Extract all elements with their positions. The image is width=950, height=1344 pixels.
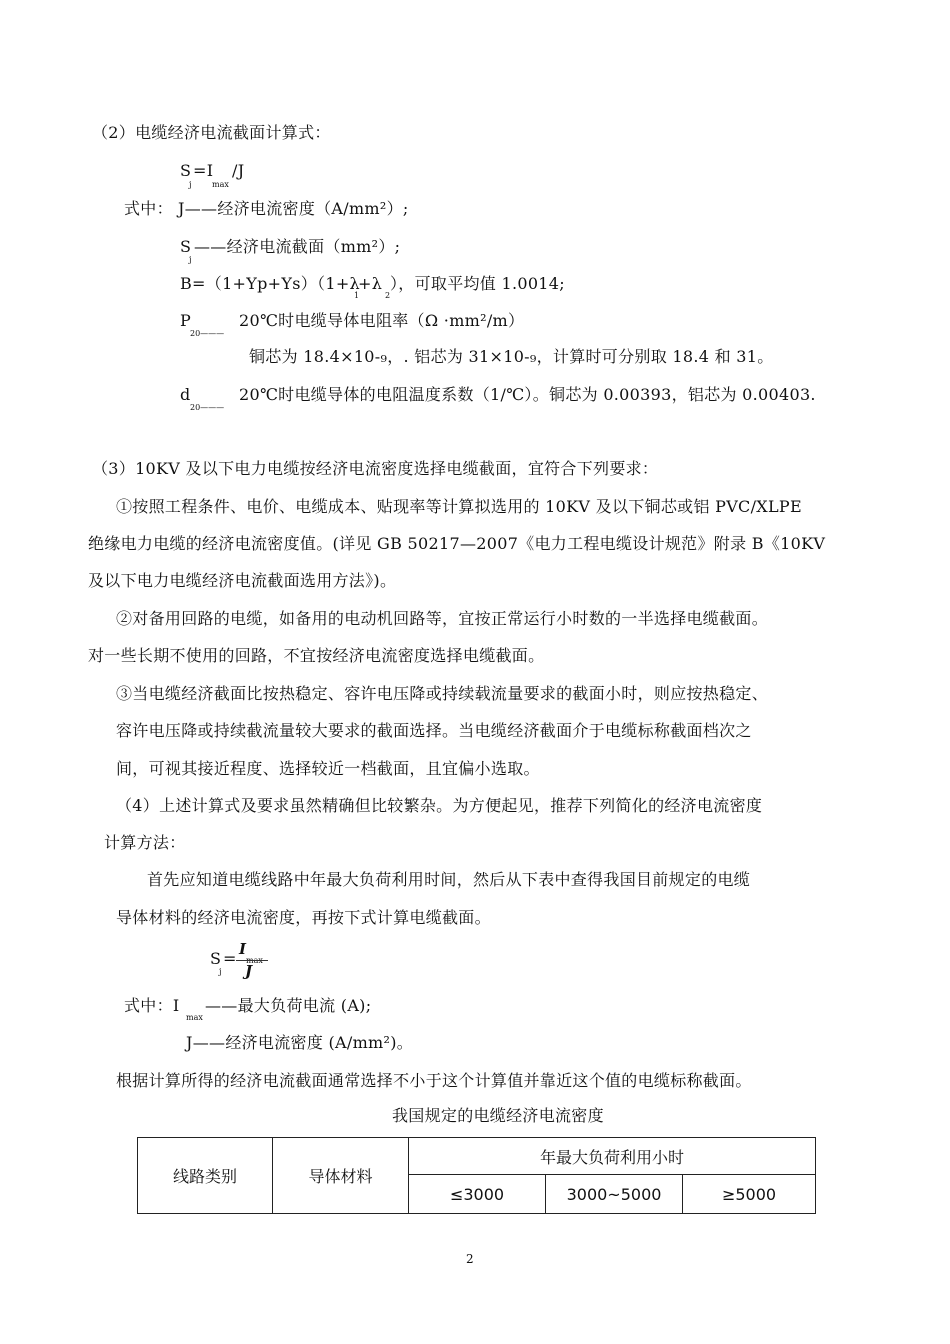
section4-line1: （4）上述计算式及要求虽然精确但比较繁杂。为方便起见，推荐下列简化的经济电流密度 (116, 796, 763, 815)
def-j: J——经济电流密度（A/mm²）; (178, 199, 409, 218)
header-material: 导体材料 (273, 1138, 409, 1214)
header-hours-high: ≥5000 (683, 1175, 816, 1214)
header-hours: 年最大负荷利用小时 (409, 1138, 816, 1175)
item3-line1: ③当电缆经济截面比按热稳定、容许电压降或持续载流量要求的截面小时，则应按热稳定、 (116, 684, 769, 703)
section4-para2: 导体材料的经济电流密度，再按下式计算电缆截面。 (116, 908, 491, 927)
item3-line2: 容许电压降或持续截流量较大要求的截面选择。当电缆经济截面介于电缆标称截面档次之 (116, 721, 752, 740)
fraction-bar (236, 960, 268, 961)
density-table (137, 1137, 816, 1214)
section2-heading: （2）电缆经济电流截面计算式： (92, 123, 331, 142)
header-line-type: 线路类别 (138, 1138, 273, 1214)
item2-line2: 对一些长期不使用的回路，不宜按经济电流密度选择电缆截面。 (88, 646, 545, 665)
conclusion: 根据计算所得的经济电流截面通常选择不小于这个计算值并靠近这个值的电缆标称截面。 (116, 1071, 752, 1090)
page-number: 2 (466, 1252, 474, 1266)
item2-line1: ②对备用回路的电缆，如备用的电动机回路等，宜按正常运行小时数的一半选择电缆截面。 (116, 609, 769, 628)
section4-line2: 计算方法： (104, 833, 186, 852)
item1-line3: 及以下电力电缆经济电流截面选用方法》)。 (88, 571, 397, 590)
def-j-2: J——经济电流密度 (A/mm²)。 (186, 1033, 414, 1052)
section3-heading: （3）10KV 及以下电力电缆按经济电流密度选择电缆截面，宜符合下列要求： (92, 459, 659, 478)
item1-line2: 绝缘电力电缆的经济电流密度值。(详见 GB 50217—2007《电力工程电缆设计规范》附录 B《10KV (88, 534, 826, 553)
table-caption: 我国规定的电缆经济电流密度 (392, 1106, 604, 1125)
item3-line3: 间，可视其接近程度、选择较近一档截面，且宜偏小选取。 (116, 759, 540, 778)
def-p-values: 铜芯为 18.4×10-₉，. 铝芯为 31×10-₉，计算时可分别取 18.4 和 31。 (249, 347, 774, 366)
item1-line1: ①按照工程条件、电价、电缆成本、贴现率等计算拟选用的 10KV 及以下铜芯或铝 PVC/XLPE (116, 497, 802, 516)
header-hours-low: ≤3000 (409, 1175, 546, 1214)
section4-para1: 首先应知道电缆线路中年最大负荷利用时间，然后从下表中查得我国目前规定的电缆 (147, 870, 751, 889)
where-label: 式中： (124, 199, 173, 218)
header-hours-mid: 3000~5000 (546, 1175, 683, 1214)
